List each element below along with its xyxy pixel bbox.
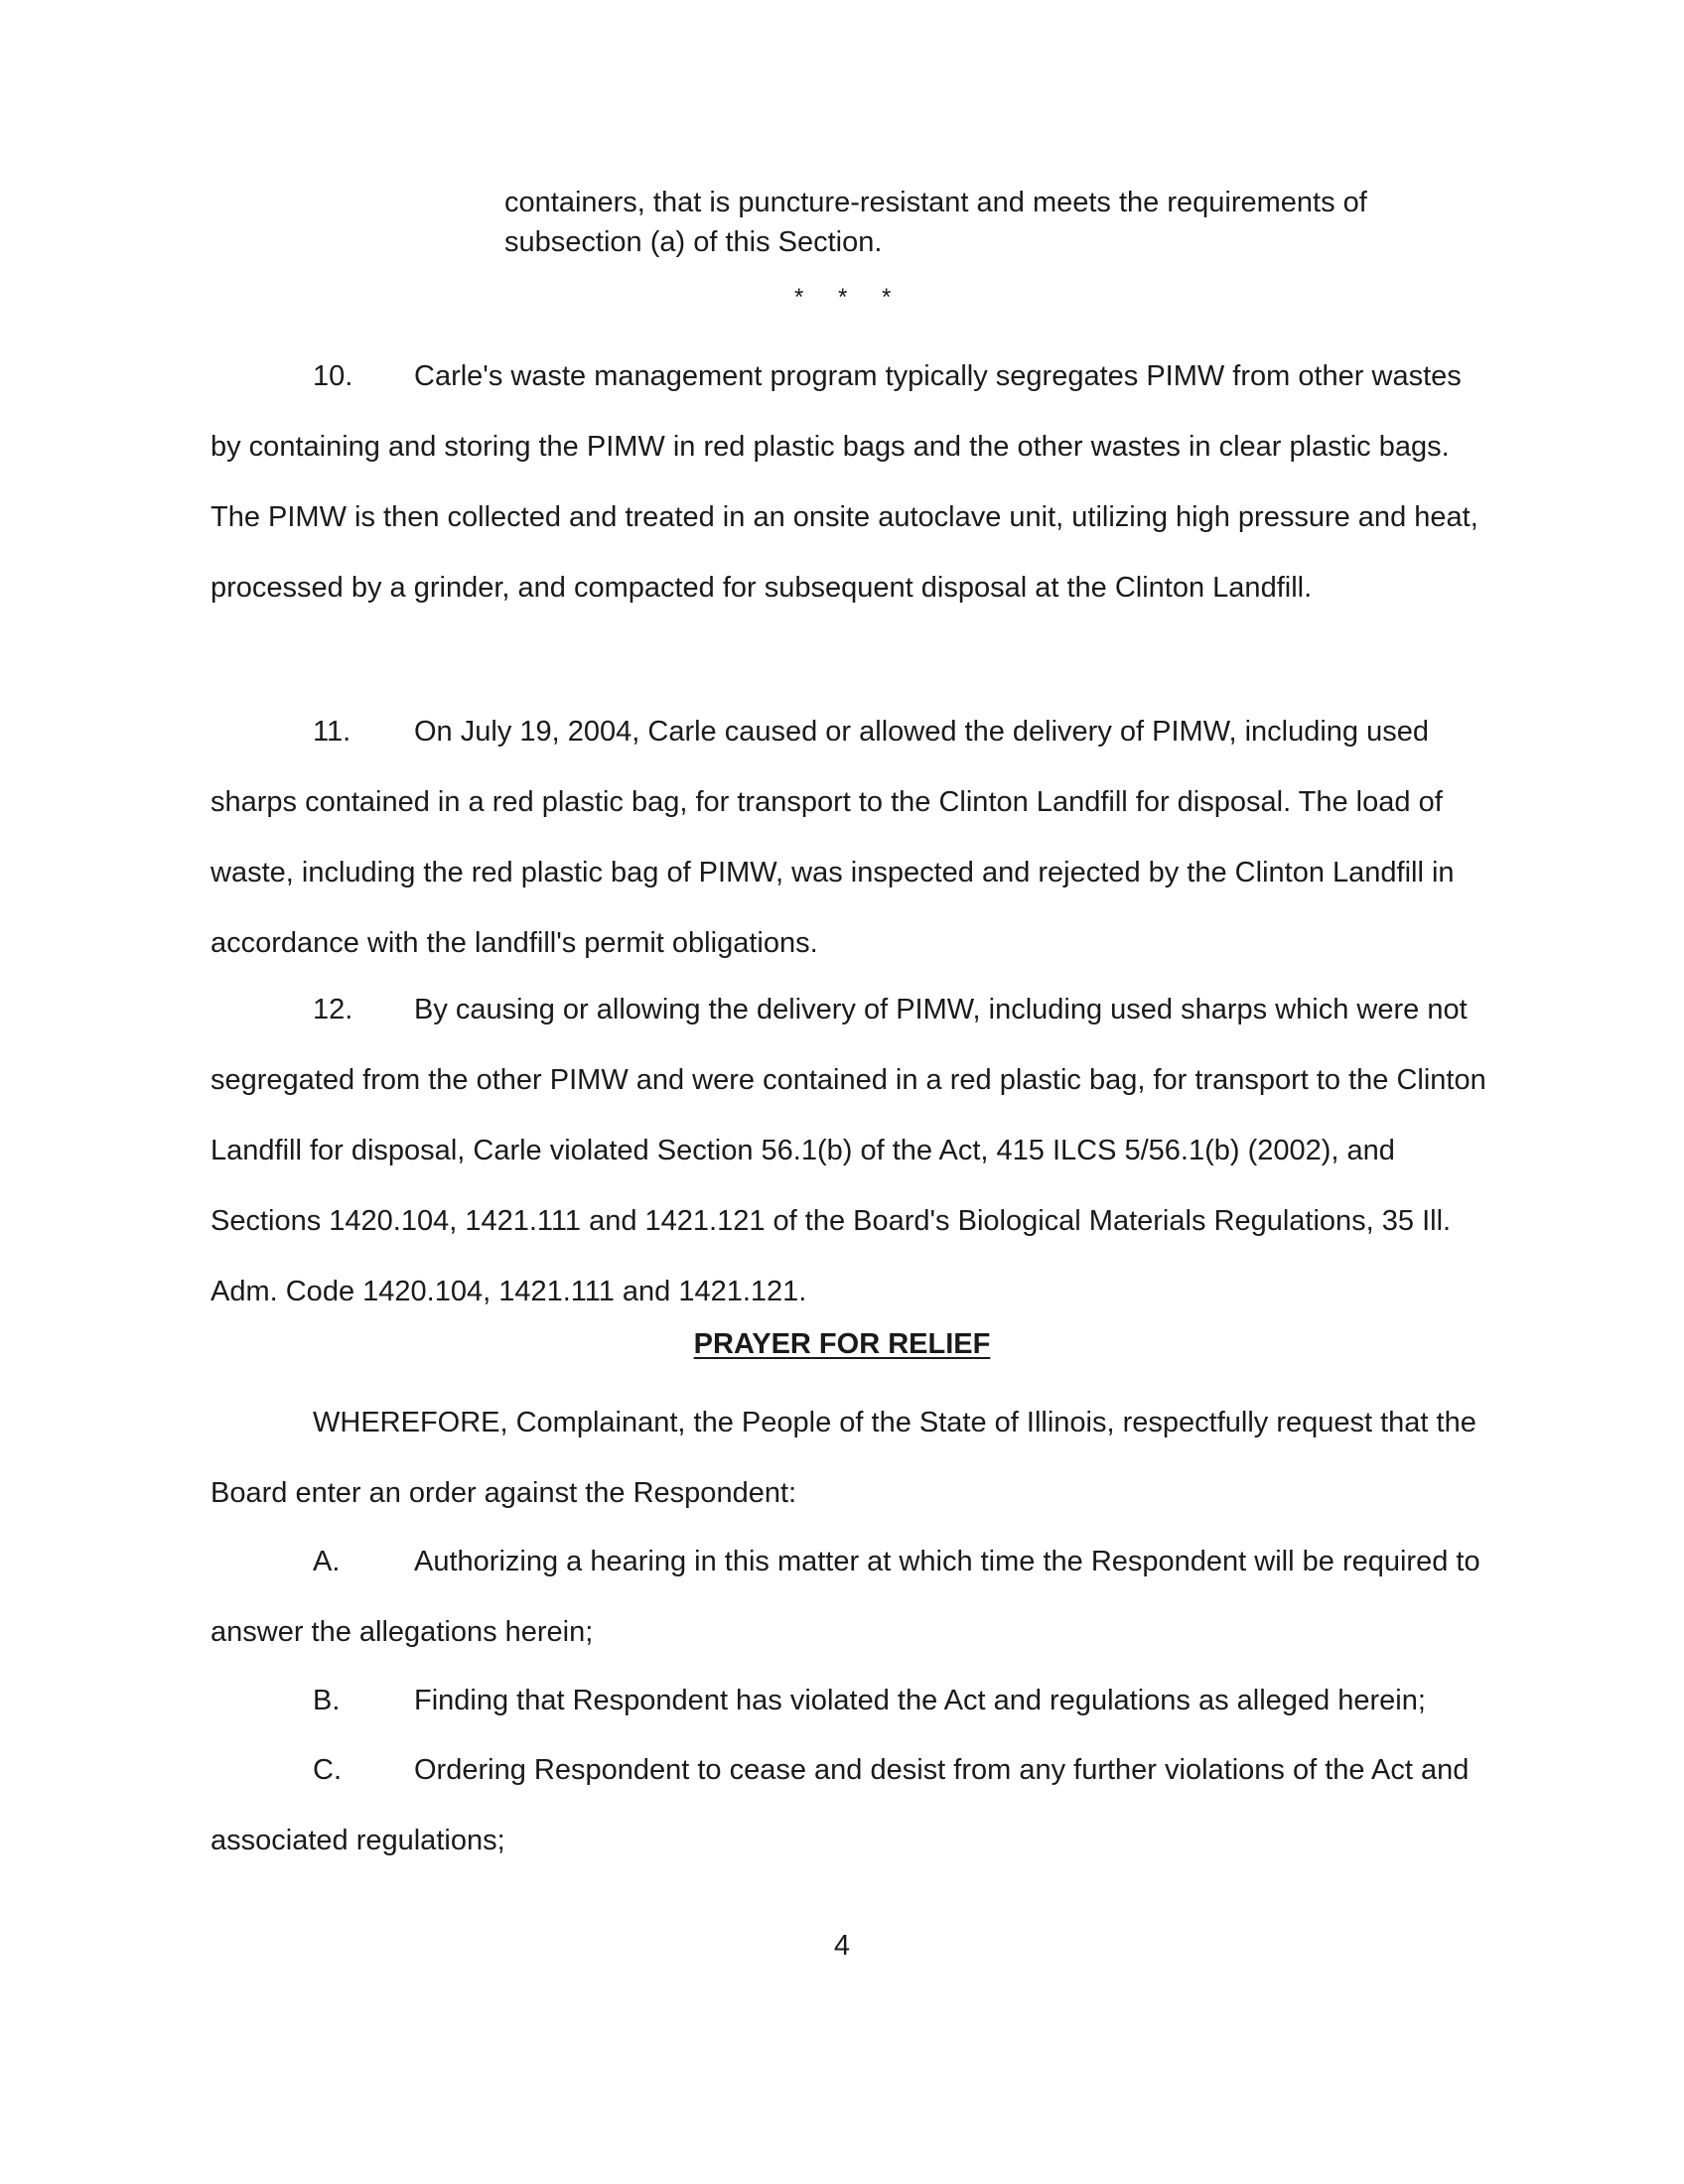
relief-item-b — [210, 1666, 1491, 1736]
paragraph-text: On July 19, 2004, Carle caused or allowed the delivery of PIMW, including used sharps contained in a red plastic bag, for transport to the Clinton Landfill for disposal. The load of waste, including the red plastic bag of PIMW, was inspected and rejected by the Clinton Landfill in accordance with the landfill's permit obligations. — [210, 716, 1455, 959]
relief-item-text: Ordering Respondent to cease and desist from any further violations of the Act and associated regulations; — [210, 1754, 1470, 1856]
quoted-regulation-text: containers, that is puncture-resistant and meets the requirements of subsection (a) of this Section. — [504, 187, 1367, 258]
paragraph-11 — [210, 697, 1491, 979]
relief-item-text: Finding that Respondent has violated the Act and regulations as alleged herein; — [414, 1685, 1426, 1716]
paragraph-12 — [210, 975, 1491, 1327]
wherefore-paragraph — [210, 1388, 1491, 1529]
paragraph-number: 10. — [313, 360, 353, 392]
paragraph-number: 11. — [313, 716, 351, 748]
paragraph-10 — [210, 341, 1491, 623]
paragraph-text: By causing or allowing the delivery of PIMW, including used sharps which were not segregated from the other PIMW and were contained in a red plastic bag, for transport to the Clinton Landfill for disposal, Carle violated Section 56.1(b) of the Act, 415 ILCS 5/56.1(b) (2002), and Sections 1420.104, 1421.111 and 1421.121 of the Board's Biological Materials Regulations, 35 Ill. Adm. Code 1420.104, 1421.111 and 1421.121. — [210, 994, 1486, 1307]
paragraph-text: Carle's waste management program typically segregates PIMW from other wastes by containing and storing the PIMW in red plastic bags and the other wastes in clear plastic bags. The PIMW is then collected and treated in an onsite autoclave unit, utilizing high pressure and heat, processed by a grinder, and compacted for subsequent disposal at the Clinton Landfill. — [210, 360, 1478, 604]
page-number: 4 — [833, 1930, 851, 1962]
relief-item-c — [210, 1735, 1491, 1876]
wherefore-text: WHEREFORE, Complainant, the People of the State of Illinois, respectfully request that the Board enter an order against the Respondent: — [210, 1407, 1476, 1509]
paragraph-number: 12. — [313, 994, 353, 1025]
relief-item-letter: A. — [313, 1546, 341, 1577]
prayer-for-relief-heading: PRAYER FOR RELIEF — [693, 1328, 991, 1360]
relief-item-letter: C. — [313, 1754, 342, 1786]
relief-item-text: Authorizing a hearing in this matter at which time the Respondent will be required to answer the allegations herein; — [210, 1546, 1480, 1648]
relief-item-a — [210, 1527, 1491, 1668]
section-break-asterisks: * * * — [794, 284, 906, 311]
relief-item-letter: B. — [313, 1685, 341, 1716]
